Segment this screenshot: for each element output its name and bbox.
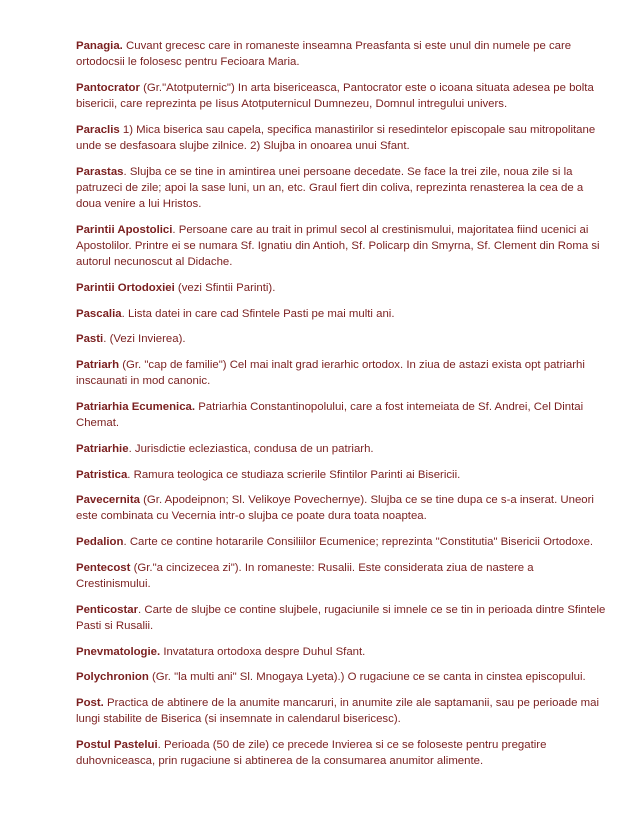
entry-term: Pavecernita [76, 494, 140, 507]
entry-definition: . Carte de slujbe ce contine slujbele, rugaciunile si imnele ce se tin in perioada dintre Sfintele Pasti si Rusalii. [76, 603, 606, 632]
entry-definition: . Jurisdictie ecleziastica, condusa de un patriarh. [128, 442, 374, 455]
entry-term: Pasti [76, 333, 104, 346]
entry-definition: 1) Mica biserica sau capela, specifica manastirilor si resedintelor episcopale sau mitropolitane unde se desfasoara slujbe zilnice. 2) Slujba in onoarea unui Sfant. [76, 123, 596, 153]
entry-definition: (Gr. "la multi ani" Sl. Mnogaya Lyeta).) O rugaciune ce se canta in cinstea episcopului. [148, 671, 586, 684]
entry-pantocrator [76, 80, 608, 112]
entry-definition: . Ramura teologica ce studiaza scrierile Sfintilor Parinti ai Bisericii. [127, 468, 461, 481]
entry-postul-pastelui [76, 737, 608, 769]
entry-polychronion [76, 669, 608, 685]
glossary-page [76, 38, 608, 779]
entry-definition: . (Vezi Invierea). [103, 333, 186, 346]
entry-term: Post. [76, 697, 104, 710]
entry-parintii-apostolici [76, 222, 608, 271]
entry-term: Postul Pastelui [76, 739, 158, 751]
entry-definition: . Carte ce contine hotararile Consiliilor Ecumenice; reprezinta "Constitutia" Bisericii Ortodoxe. [123, 536, 594, 549]
entry-term: Parastas [76, 165, 124, 178]
entry-post [76, 695, 608, 727]
entry-definition: (Gr. Apodeipnon; Sl. Velikoye Povechernye). Slujba ce se tine dupa ce s-a inserat. Uneori este combinata cu Vecernia intr-o slujba ce poate dura toata noaptea. [76, 494, 594, 523]
entry-definition: Cuvant grecesc care in romaneste inseamna Preasfanta si este unul din numele pe care ortodocsii le folosesc pentru Fecioara Maria. [76, 40, 572, 69]
entry-definition: (Gr."a cincizecea zi"). In romaneste: Rusalii. Este considerata ziua de nastere a Crestinismului. [76, 561, 534, 591]
entry-term: Paraclis [76, 123, 120, 136]
entry-term: Pascalia [76, 307, 122, 320]
entry-pnevmatologie [76, 644, 608, 660]
entry-term: Pnevmatologie. [76, 645, 161, 658]
entry-term: Pentecost [76, 561, 131, 574]
entry-term: Patristica [76, 468, 128, 481]
entry-term: Patriarhia Ecumenica. [76, 400, 196, 413]
entry-penticostar [76, 602, 608, 634]
entry-definition: . Perioada (50 de zile) ce precede Invierea si ce se foloseste pentru pregatire duhovniceasca, prin rugaciune si abtinerea de la consumarea anumitor alimente. [76, 739, 547, 768]
entry-patriarh [76, 357, 608, 389]
entry-definition: Patriarhia Constantinopolului, care a fost intemeiata de Sf. Andrei, Cel Dintai Chemat. [76, 400, 584, 430]
entry-term: Pantocrator [76, 81, 140, 94]
entry-definition: . Lista datei in care cad Sfintele Pasti pe mai multi ani. [121, 307, 395, 320]
entry-pasti [76, 331, 608, 347]
entry-patristica [76, 467, 608, 483]
entry-term: Pedalion [76, 536, 124, 549]
entry-patriarhie [76, 441, 608, 457]
entry-term: Parintii Ortodoxiei [76, 281, 175, 294]
entry-term: Panagia. [76, 40, 123, 52]
entry-patriarhia-ecumenica [76, 399, 608, 431]
entry-parintii-ortodoxiei [76, 280, 608, 296]
entry-pavecernita [76, 492, 608, 524]
entry-pentecost [76, 560, 608, 592]
entry-paraclis [76, 122, 608, 154]
entry-term: Penticostar [76, 603, 139, 616]
entry-definition: Invatatura ortodoxa despre Duhul Sfant. [160, 645, 366, 658]
entry-definition: . Slujba ce se tine in amintirea unei persoane decedate. Se face la trei zile, noua zile si la patruzeci de zile; apoi la sase luni, un an, etc. Graul fiert din coliva, reprezinta renasterea la cea de a doua venire a lui Hristos. [76, 165, 584, 211]
entry-definition: (Gr."Atotputernic") In arta bisericeasca, Pantocrator este o icoana situata adesea pe bolta bisericii, care reprezinta pe Iisus Atotputernicul Dumnezeu, Domnul intregului univers. [76, 81, 594, 111]
entry-parastas [76, 164, 608, 213]
entry-term: Patriarh [76, 359, 120, 372]
entry-definition: Practica de abtinere de la anumite mancaruri, in anumite zile ale saptamanii, sau pe perioade mai lungi stabilite de Biserica (si insemnate in calendarul bisericesc). [76, 697, 599, 726]
entry-term: Polychronion [76, 671, 149, 684]
entry-term: Patriarhie [76, 442, 129, 455]
entry-panagia [76, 38, 608, 70]
entry-definition: (vezi Sfintii Parinti). [174, 281, 276, 294]
entry-pascalia [76, 306, 608, 322]
entry-definition: . Persoane care au trait in primul secol al crestinismului, majoritatea fiind ucenici ai Apostolilor. Printre ei se numara Sf. Ignatiu din Antioh, Sf. Policarp din Smyrna, Sf. Clement din Roma si autorul necunoscut al Didache. [76, 223, 600, 269]
entry-term: Parintii Apostolici [76, 223, 173, 236]
entry-definition: (Gr. "cap de familie") Cel mai inalt grad ierarhic ortodox. In ziua de astazi exista opt patriarhi inscaunati in mod canonic. [76, 359, 585, 388]
entry-pedalion [76, 534, 608, 550]
